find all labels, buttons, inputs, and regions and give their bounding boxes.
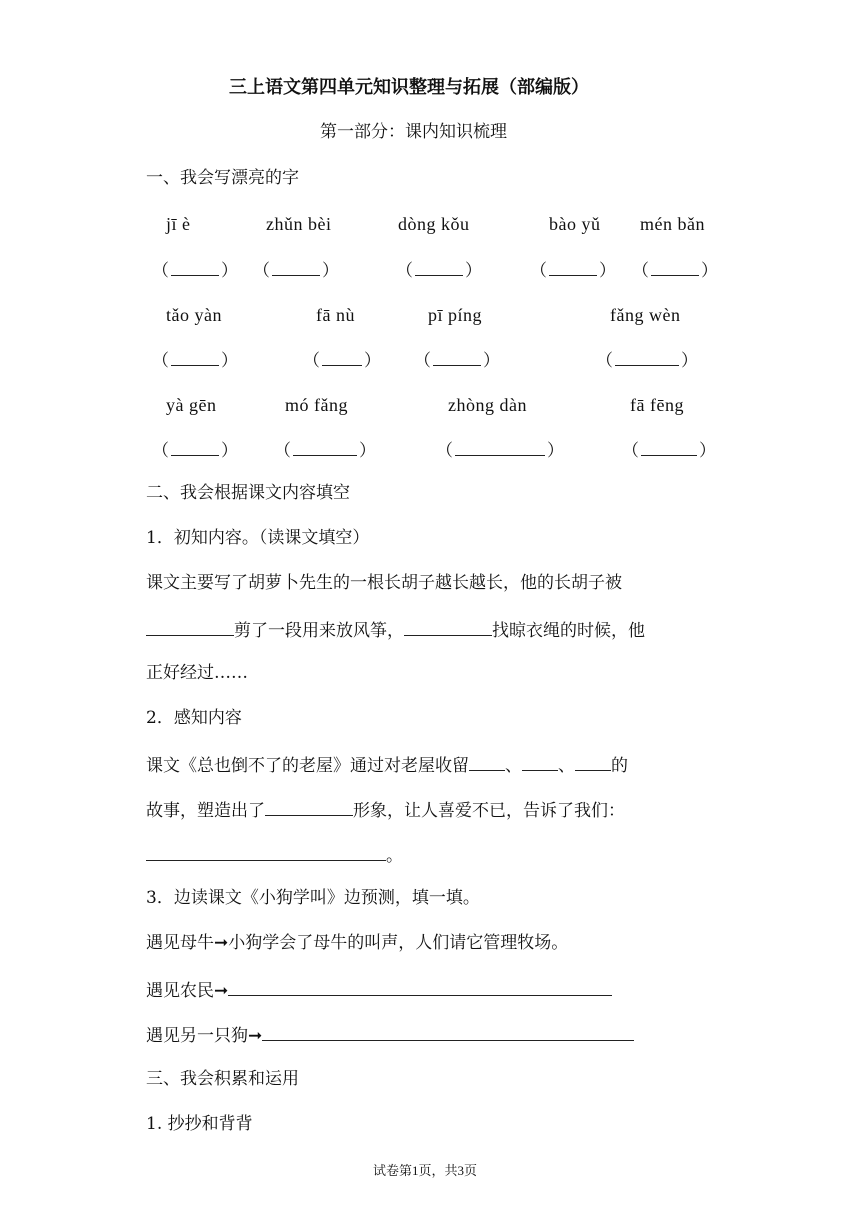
text-span: 。 — [386, 846, 403, 866]
right-paren: ） — [699, 440, 716, 461]
left-paren: （ — [596, 350, 613, 371]
pinyin-label: yà gēn — [166, 395, 217, 415]
left-paren: （ — [152, 350, 169, 371]
text-span: 形象，让人喜爱不已，告诉了我们： — [353, 801, 625, 821]
text-span: 找晾衣绳的时候，他 — [492, 621, 645, 641]
question-title: 1．初知内容。（读课文填空） — [146, 528, 370, 548]
pinyin-label: pī píng — [428, 305, 483, 325]
part-heading: 第一部分：课内知识梳理 — [320, 122, 507, 142]
left-paren: （ — [152, 440, 169, 461]
pinyin-label: fā fēng — [630, 395, 684, 415]
text-span: 遇见农民➞ — [146, 981, 229, 1001]
text-span: 的 — [611, 756, 628, 776]
paragraph-line — [146, 1025, 634, 1045]
answer-blank[interactable] — [152, 257, 238, 279]
right-paren: ） — [701, 260, 718, 281]
answer-blank[interactable] — [436, 437, 564, 459]
fill-blank[interactable] — [262, 1025, 634, 1041]
left-paren: （ — [274, 440, 291, 461]
right-paren: ） — [221, 350, 238, 371]
section-heading-2: 二、我会根据课文内容填空 — [146, 483, 350, 503]
answer-blank[interactable] — [152, 437, 238, 459]
right-paren: ） — [465, 260, 482, 281]
answer-blank[interactable] — [596, 347, 698, 369]
paragraph-line — [146, 800, 625, 820]
text-span: 剪了一段用来放风筝， — [234, 621, 404, 641]
answer-blank[interactable] — [414, 347, 500, 369]
question-title: 2．感知内容 — [146, 708, 242, 728]
answer-blank[interactable] — [303, 347, 381, 369]
fill-blank[interactable] — [575, 755, 611, 771]
paragraph-line: 课文主要写了胡萝卜先生的一根长胡子越长越长，他的长胡子被 — [146, 573, 622, 593]
answer-blank[interactable] — [253, 257, 339, 279]
fill-blank[interactable] — [265, 800, 353, 816]
answer-blank[interactable] — [632, 257, 718, 279]
fill-blank[interactable] — [469, 755, 505, 771]
left-paren: （ — [622, 440, 639, 461]
text-span: 、 — [558, 756, 575, 776]
left-paren: （ — [396, 260, 413, 281]
pinyin-label: tǎo yàn — [166, 305, 222, 325]
answer-blank[interactable] — [396, 257, 482, 279]
right-paren: ） — [359, 440, 376, 461]
paragraph-line: 正好经过…… — [146, 663, 248, 683]
pinyin-label: mén bǎn — [640, 214, 705, 234]
paragraph-line — [146, 980, 612, 1000]
left-paren: （ — [253, 260, 270, 281]
text-span: 故事，塑造出了 — [146, 801, 265, 821]
paragraph-line — [146, 620, 645, 640]
left-paren: （ — [414, 350, 431, 371]
right-paren: ） — [599, 260, 616, 281]
fill-blank[interactable] — [146, 620, 234, 636]
left-paren: （ — [152, 260, 169, 281]
text-span: 遇见另一只狗➞ — [146, 1026, 263, 1046]
right-paren: ） — [221, 440, 238, 461]
pinyin-label: mó fǎng — [285, 395, 348, 415]
pinyin-label: fā nù — [316, 305, 355, 325]
answer-blank[interactable] — [622, 437, 716, 459]
answer-blank[interactable] — [152, 347, 238, 369]
pinyin-label: jī è — [166, 214, 191, 234]
pinyin-label: fǎng wèn — [610, 305, 681, 325]
right-paren: ） — [547, 440, 564, 461]
paragraph-line: 遇见母牛➞小狗学会了母牛的叫声，人们请它管理牧场。 — [146, 933, 569, 953]
answer-blank[interactable] — [530, 257, 616, 279]
text-span: 、 — [505, 756, 522, 776]
pinyin-label: zhòng dàn — [448, 395, 527, 415]
question-title: 1. 抄抄和背背 — [146, 1114, 253, 1134]
question-title: 3．边读课文《小狗学叫》边预测，填一填。 — [146, 888, 480, 908]
fill-blank[interactable] — [404, 620, 492, 636]
section-heading-3: 三、我会积累和运用 — [146, 1069, 299, 1089]
answer-blank[interactable] — [274, 437, 376, 459]
fill-blank[interactable] — [146, 845, 386, 861]
pinyin-label: zhǔn bèi — [266, 214, 332, 234]
right-paren: ） — [221, 260, 238, 281]
page-footer: 试卷第1页，共3页 — [373, 1163, 478, 1178]
fill-blank[interactable] — [228, 980, 612, 996]
left-paren: （ — [303, 350, 320, 371]
page-title: 三上语文第四单元知识整理与拓展（部编版） — [229, 77, 589, 98]
paragraph-line — [146, 755, 628, 775]
right-paren: ） — [322, 260, 339, 281]
left-paren: （ — [632, 260, 649, 281]
fill-blank[interactable] — [522, 755, 558, 771]
pinyin-label: dòng kǒu — [398, 214, 470, 234]
paragraph-line — [146, 845, 403, 865]
pinyin-label: bào yǔ — [549, 214, 601, 234]
right-paren: ） — [483, 350, 500, 371]
section-heading-1: 一、我会写漂亮的字 — [146, 168, 299, 188]
right-paren: ） — [681, 350, 698, 371]
right-paren: ） — [364, 350, 381, 371]
text-span: 课文《总也倒不了的老屋》通过对老屋收留 — [146, 756, 469, 776]
left-paren: （ — [436, 440, 453, 461]
left-paren: （ — [530, 260, 547, 281]
